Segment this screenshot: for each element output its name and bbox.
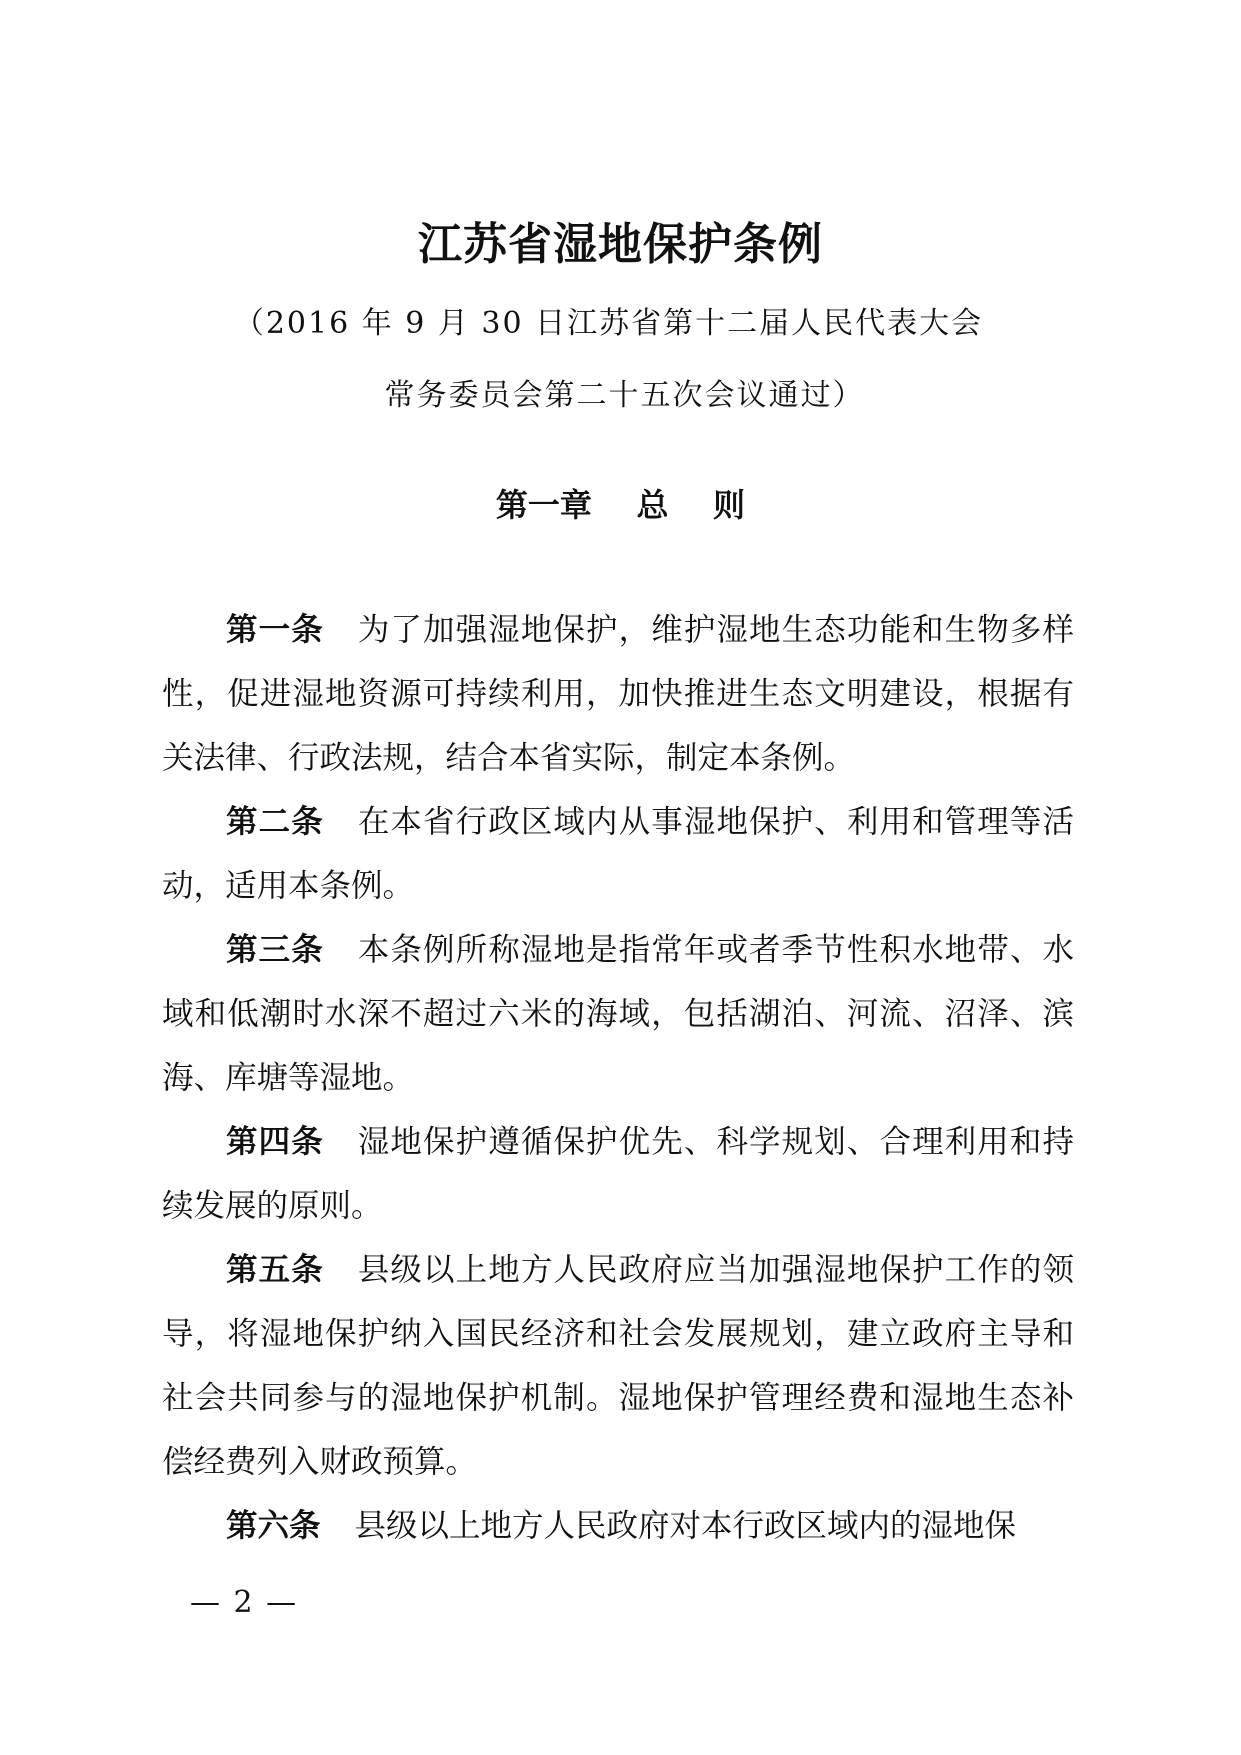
- article-3: [162, 918, 1074, 1110]
- article-5: [162, 1238, 1074, 1494]
- article-text: 本条例所称湿地是指常年或者季节性积水地带、水域和低潮时水深不超过六米的海域，包括湖泊、河流、沼泽、滨海、库塘等湿地。: [162, 932, 1074, 1096]
- article-1: [162, 598, 1074, 790]
- article-text: 湿地保护遵循保护优先、科学规划、合理利用和持续发展的原则。: [162, 1124, 1074, 1224]
- article-heading: 第二条: [226, 803, 324, 840]
- article-text: 县级以上地方人民政府对本行政区域内的湿地保: [354, 1508, 1017, 1544]
- article-2: [162, 790, 1074, 918]
- article-heading: 第五条: [226, 1251, 324, 1288]
- article-text: 为了加强湿地保护，维护湿地生态功能和生物多样性，促进湿地资源可持续利用，加快推进生态文明建设，根据有关法律、行政法规，结合本省实际，制定本条例。: [162, 612, 1074, 776]
- article-heading: 第六条: [226, 1507, 321, 1544]
- page-number: — 2 —: [190, 1585, 299, 1620]
- article-6: [162, 1494, 1074, 1558]
- adoption-note-line-1: （2016 年 9 月 30 日江苏省第十二届人民代表大会: [233, 306, 984, 341]
- article-text: 在本省行政区域内从事湿地保护、利用和管理等活动，适用本条例。: [162, 804, 1074, 904]
- article-4: [162, 1110, 1074, 1238]
- chapter-heading: 第一章 总 则: [495, 486, 746, 524]
- article-text: 县级以上地方人民政府应当加强湿地保护工作的领导，将湿地保护纳入国民经济和社会发展规划，建立政府主导和社会共同参与的湿地保护机制。湿地保护管理经费和湿地生态补偿经费列入财政预算。: [162, 1252, 1074, 1480]
- document-title: 江苏省湿地保护条例: [418, 219, 823, 270]
- article-heading: 第一条: [226, 611, 324, 648]
- article-heading: 第三条: [226, 931, 324, 968]
- adoption-note-line-2: 常务委员会第二十五次会议通过）: [384, 378, 865, 413]
- document-body: [162, 598, 1074, 1558]
- article-heading: 第四条: [226, 1123, 324, 1160]
